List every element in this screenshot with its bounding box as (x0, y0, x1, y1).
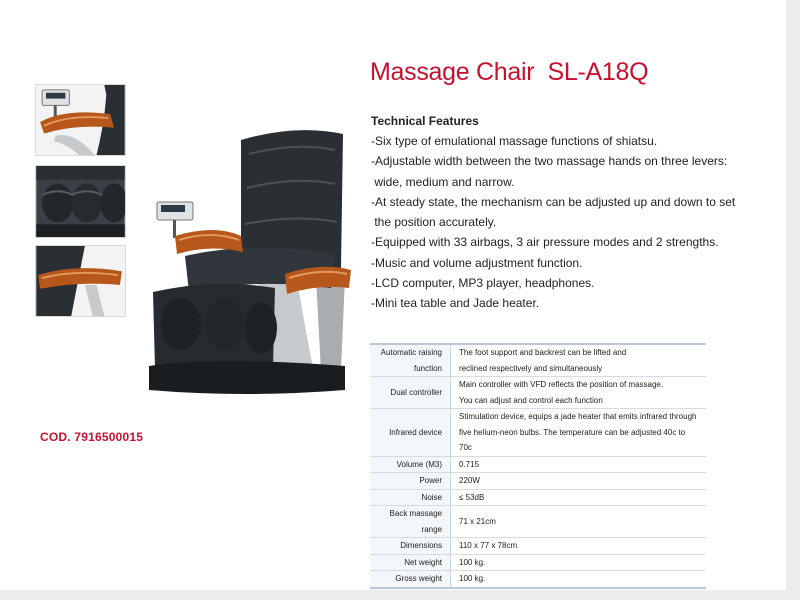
tea-table-image (36, 246, 125, 316)
spec-label: Back massage range (370, 506, 451, 538)
table-row (370, 377, 706, 409)
feature-item: -Mini tea table and Jade heater. (371, 296, 540, 311)
table-row (370, 489, 706, 506)
table-row (370, 344, 706, 377)
feature-item: wide, medium and narrow. (371, 174, 515, 189)
feature-item: -Equipped with 33 airbags, 3 air pressure modes and 2 strengths. (371, 235, 719, 250)
spec-label: Power (370, 473, 451, 490)
spec-value: 100 kg. (451, 554, 707, 571)
spec-label: Dimensions (370, 538, 451, 555)
spec-label: Net weight (370, 554, 451, 571)
features-list (371, 131, 736, 314)
spec-label: Automatic raising function (370, 344, 451, 377)
feature-item: -Six type of emulational massage functions of shiatsu. (371, 134, 658, 148)
spec-label: Infrared device (370, 409, 451, 457)
table-row (370, 409, 706, 457)
massage-chair-image (145, 128, 355, 398)
table-row (370, 571, 706, 588)
spec-value: Stimulation device, equips a jade heater that emits infrared through five helium-neon bulbs. The temperature can be adjusted 40c to 70c (451, 409, 707, 457)
table-row (370, 554, 706, 571)
specifications-table (370, 343, 706, 589)
thumbnail-controller-armrest[interactable] (35, 84, 126, 156)
features-heading: Technical Features (371, 114, 479, 128)
spec-value: 71 x 21cm (451, 506, 707, 538)
spec-value: 220W (451, 473, 707, 490)
spec-label: Gross weight (370, 571, 451, 588)
feature-item: the position accurately. (371, 215, 497, 230)
spec-label: Noise (370, 489, 451, 506)
controller-armrest-image (36, 85, 125, 155)
technical-features (371, 114, 736, 314)
feature-item: -Adjustable width between the two massage hands on three levers: (371, 154, 728, 169)
page-title: Massage Chair SL-A18Q (370, 58, 649, 86)
table-row (370, 506, 706, 538)
feature-item: -At steady state, the mechanism can be adjusted up and down to set (371, 194, 736, 209)
thumbnail-leg-rest[interactable] (35, 165, 126, 238)
feature-item: -LCD computer, MP3 player, headphones. (371, 276, 595, 291)
table-row (370, 456, 706, 473)
spec-value: 100 kg. (451, 571, 707, 588)
leg-rest-image (36, 166, 125, 237)
spec-value: Main controller with VFD reflects the position of massage. You can adjust and control each function (451, 377, 707, 409)
spec-label: Volume (M3) (370, 456, 451, 473)
spec-value: 110 x 77 x 78cm (451, 538, 707, 555)
spec-value: The foot support and backrest can be lifted and reclined respectively and simultaneously (459, 348, 627, 373)
spec-label: Dual controller (370, 377, 451, 409)
spec-value: ≤ 53dB (451, 489, 707, 506)
table-row (370, 473, 706, 490)
spec-value: 0.715 (451, 456, 707, 473)
table-row (370, 538, 706, 555)
feature-item: -Music and volume adjustment function. (371, 255, 583, 270)
product-code: COD. 7916500015 (40, 430, 144, 444)
thumbnail-tea-table[interactable] (35, 245, 126, 317)
